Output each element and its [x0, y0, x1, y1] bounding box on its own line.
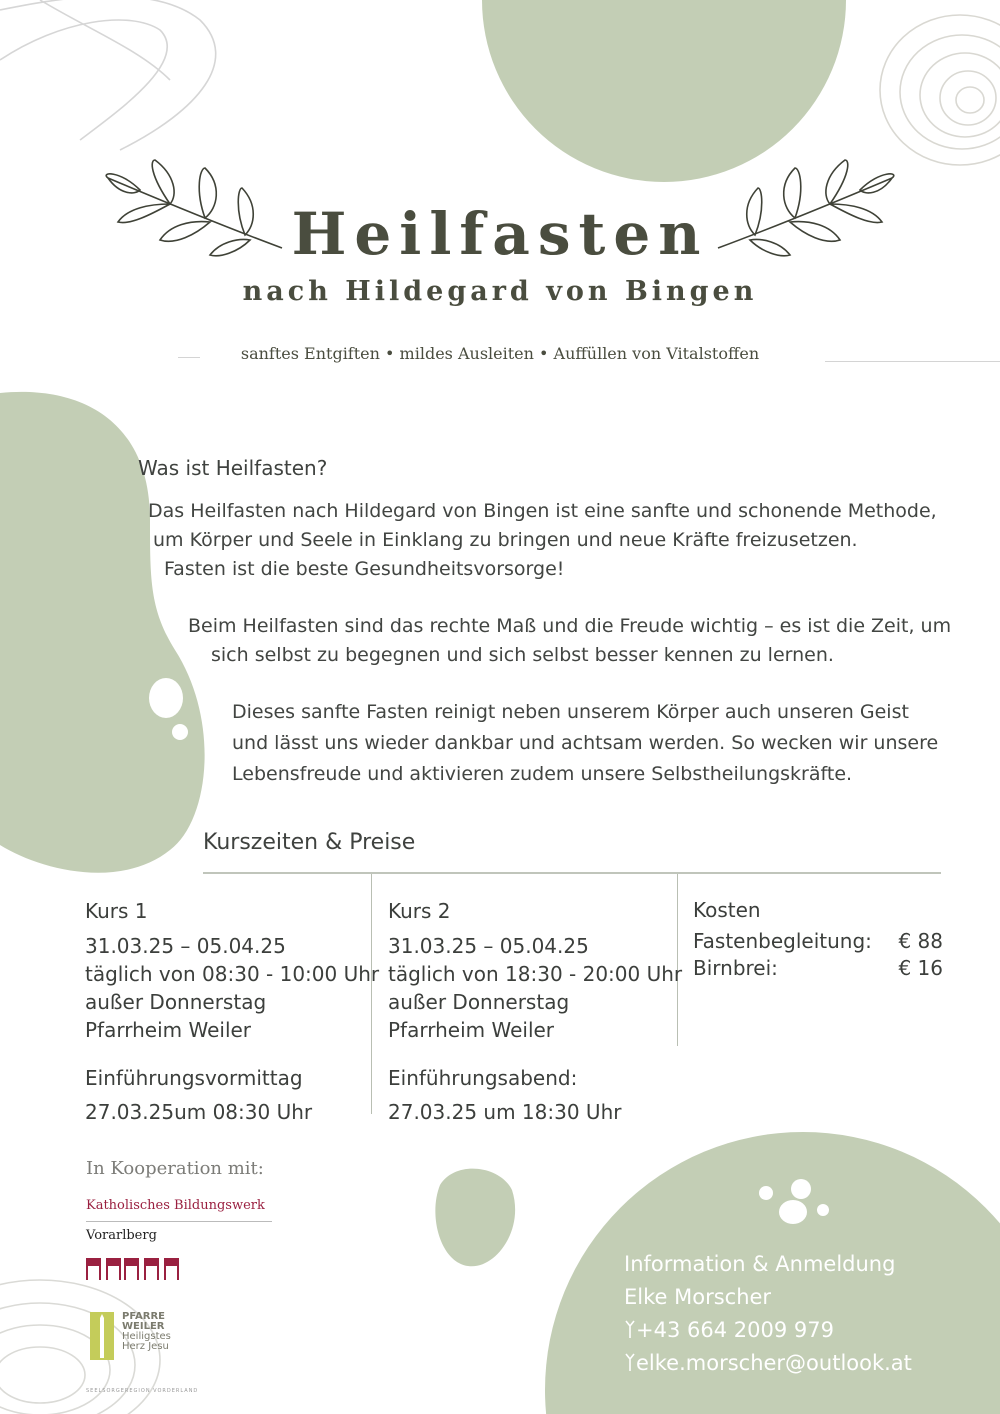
course-1-column — [85, 897, 379, 1126]
tagline: sanftes Entgiften • mildes Ausleiten • Auffüllen von Vitalstoffen — [240, 344, 760, 363]
parish-line: PFARRE — [122, 1311, 165, 1322]
course-2-intro-date: 27.03.25 um 18:30 Uhr — [388, 1100, 622, 1124]
course-2-intro-label: Einführungsabend: — [388, 1066, 578, 1090]
intro-paragraph-2 — [188, 612, 951, 670]
course-1-intro-date: 27.03.25um 08:30 Uhr — [85, 1100, 313, 1124]
dot-1 — [791, 1179, 811, 1199]
prices-top-rule — [203, 872, 941, 874]
dot-3 — [779, 1200, 807, 1224]
top-left-line-art — [0, 0, 216, 150]
bubble-small — [172, 724, 188, 740]
contact-phone[interactable]: +43 664 2009 979 — [636, 1318, 834, 1342]
parish-line: WEILER — [122, 1321, 165, 1332]
small-sage-blob — [435, 1169, 515, 1267]
cooperation-heading: In Kooperation mit: — [86, 1158, 264, 1179]
page-title: Heilfasten — [291, 200, 709, 268]
cost-label: Fastenbegleitung: — [693, 929, 872, 953]
dot-2 — [759, 1186, 773, 1200]
course-2-column — [388, 897, 682, 1126]
parish-church-logo-icon — [86, 1308, 118, 1362]
course-2-time: täglich von 18:30 - 20:00 Uhr — [388, 962, 683, 986]
course-1-time: täglich von 08:30 - 10:00 Uhr — [85, 962, 380, 986]
parish-tagline: SEELSORGEREGION VORDERLAND — [86, 1388, 199, 1394]
course-1-dates: 31.03.25 – 05.04.25 — [85, 934, 286, 958]
paragraph-line: um Körper und Seele in Einklang zu bringen und neue Kräfte freizusetzen. — [153, 529, 858, 551]
course-2-location: Pfarrheim Weiler — [388, 1018, 555, 1042]
paragraph-line: Beim Heilfasten sind das rechte Maß und die Freude wichtig – es ist die Zeit, um — [188, 615, 952, 637]
contact-name: Elke Morscher — [624, 1285, 772, 1309]
course-1-location: Pfarrheim Weiler — [85, 1018, 252, 1042]
phone-icon — [624, 1319, 636, 1339]
email-icon — [624, 1352, 636, 1372]
bubble-large — [149, 678, 183, 718]
costs-title: Kosten — [693, 898, 761, 922]
intro-heading: Was ist Heilfasten? — [138, 456, 328, 480]
paragraph-line: sich selbst zu begegnen und sich selbst besser kennen zu lernen. — [211, 644, 834, 666]
intro-paragraph-1 — [148, 497, 937, 584]
parish-line: Heiligstes — [122, 1331, 171, 1342]
partner-name: Katholisches Bildungswerk — [86, 1198, 265, 1213]
course-2-dates: 31.03.25 – 05.04.25 — [388, 934, 589, 958]
cost-row — [693, 955, 943, 982]
tagline-rule-right — [825, 361, 1000, 362]
dot-4 — [817, 1204, 829, 1216]
top-right-rings — [880, 15, 1000, 165]
contact-email[interactable]: elke.morscher@outlook.at — [636, 1351, 912, 1375]
parish-line: Herz Jesu — [122, 1341, 169, 1352]
course-1-title: Kurs 1 — [85, 899, 148, 923]
partner-rule — [86, 1221, 272, 1222]
parish-logo-text — [122, 1312, 171, 1352]
cost-row — [693, 928, 943, 955]
paragraph-line: Das Heilfasten nach Hildegard von Bingen ist eine sanfte und schonende Methode, — [148, 500, 937, 522]
costs-column — [693, 897, 943, 982]
course-1-exception: außer Donnerstag — [85, 990, 267, 1014]
paragraph-line: und lässt uns wieder dankbar und achtsam werden. So wecken wir unsere — [232, 732, 939, 754]
paragraph-line: Fasten ist die beste Gesundheitsvorsorge! — [164, 558, 565, 580]
prices-heading: Kurszeiten & Preise — [203, 830, 416, 855]
contact-heading: Information & Anmeldung — [624, 1252, 896, 1276]
course-2-exception: außer Donnerstag — [388, 990, 570, 1014]
page-subtitle: nach Hildegard von Bingen — [242, 276, 758, 307]
intro-paragraph-3 — [232, 697, 938, 790]
contact-email-line — [624, 1347, 912, 1380]
course-1-intro-label: Einführungsvormittag — [85, 1066, 303, 1090]
kbw-chairs-logo — [86, 1256, 182, 1282]
cost-price: € 16 — [898, 956, 943, 980]
contact-phone-line — [624, 1314, 912, 1347]
paragraph-line: Dieses sanfte Fasten reinigt neben unserem Körper auch unseren Geist — [232, 701, 909, 723]
cost-label: Birnbrei: — [693, 956, 778, 980]
paragraph-line: Lebensfreude und aktivieren zudem unsere Selbstheilungskräfte. — [232, 763, 853, 785]
partner-region: Vorarlberg — [86, 1228, 157, 1243]
course-2-title: Kurs 2 — [388, 899, 451, 923]
top-sage-circle — [482, 0, 846, 182]
contact-block — [624, 1248, 912, 1380]
cost-price: € 88 — [898, 929, 943, 953]
